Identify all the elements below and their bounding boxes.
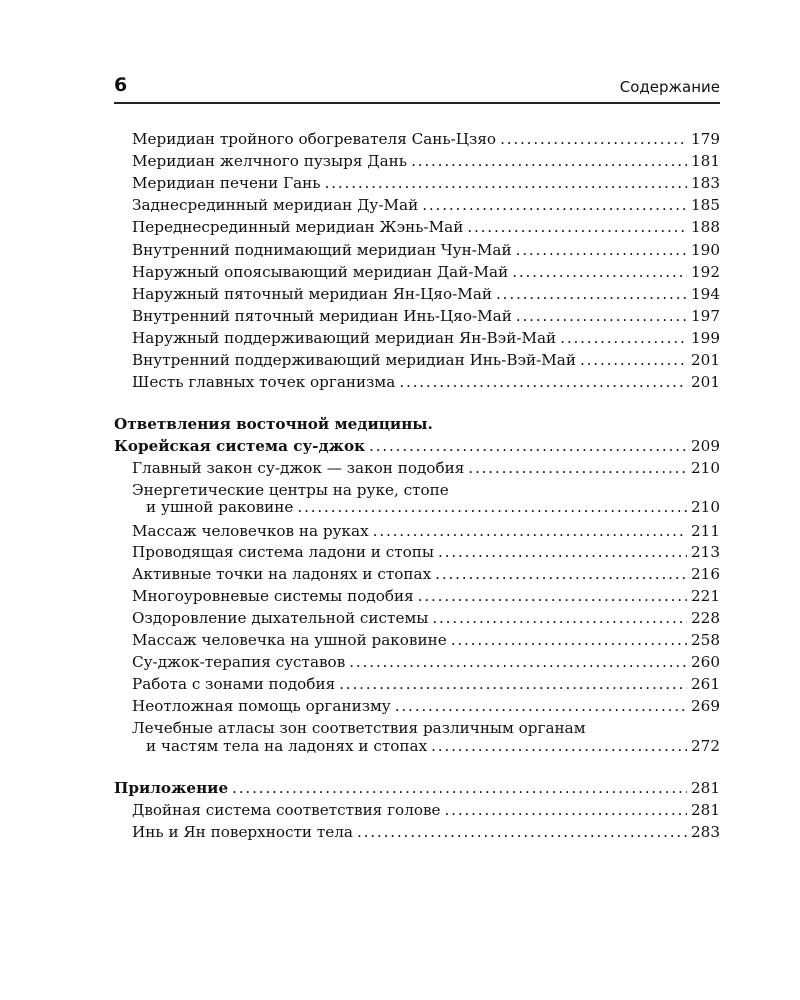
toc-entry-page: 179 [691,130,720,148]
leader-dots [297,498,687,516]
toc-entry-title: Лечебные атласы зон соответствия различным органам [132,719,586,737]
leader-dots [399,373,687,391]
toc-entry [114,801,720,823]
toc-entry-title: Внутренний поддерживающий меридиан Инь-Вэй-Май [132,351,576,369]
toc-entry-page: 192 [691,263,720,281]
toc-chapter-page: 209 [691,437,720,455]
toc-entry-title: Наружный пяточный меридиан Ян-Цяо-Май [132,285,493,303]
toc-entry-title: Шесть главных точек организма [132,373,396,391]
toc-entry-page: 281 [691,801,720,819]
toc-entry [114,697,720,719]
toc-entry [114,587,720,609]
section-heading-text: Ответвления восточной медицины. [114,415,433,433]
toc-entry-title: Меридиан желчного пузыря Дань [132,152,408,170]
toc-entry-title: Инь и Ян поверхности тела [132,823,353,841]
toc-entry-title: Меридиан печени Гань [132,174,321,192]
leader-dots [467,218,687,236]
toc-entry-page: 199 [691,329,720,347]
toc-entry-continuation [114,498,720,520]
toc-entry-title: Многоуровневые системы подобия [132,587,414,605]
toc-chapter-page: 281 [691,779,720,797]
toc-entry-page: 197 [691,307,720,325]
toc-entry-page: 228 [691,609,720,627]
toc-entry [114,285,720,307]
toc-entry-page: 185 [691,196,720,214]
toc-entry [114,263,720,285]
leader-dots [373,522,687,540]
toc-entry-page: 221 [691,587,720,605]
toc-entry-title: Работа с зонами подобия [132,675,336,693]
toc-entry-title: Наружный опоясывающий меридиан Дай-Май [132,263,509,281]
toc-entry [114,565,720,587]
toc-chapter [114,779,720,801]
toc-entry-page: 210 [691,459,720,477]
toc-entry-page: 211 [691,522,720,540]
leader-dots [516,241,687,259]
leader-dots [357,823,687,841]
toc-entry [114,675,720,697]
toc-entry-title: Проводящая система ладони и стопы [132,543,435,561]
toc-entry [114,329,720,351]
leader-dots [411,152,687,170]
leader-dots [435,565,687,583]
leader-dots [232,779,687,797]
toc-chapter-title: Корейская система су-джок [114,437,366,455]
toc-entry-title: Заднесрединный меридиан Ду-Май [132,196,419,214]
leader-dots [451,631,687,649]
leader-dots [325,174,687,192]
toc-entry [114,459,720,481]
leader-dots [422,196,687,214]
toc-entry [114,241,720,263]
leader-dots [512,263,687,281]
toc-entry [114,543,720,565]
toc-entry-page: 201 [691,373,720,391]
toc-entry-page: 260 [691,653,720,671]
leader-dots [395,697,687,715]
leader-dots [431,737,687,755]
toc-entry-page: 258 [691,631,720,649]
toc-entry-title: Энергетические центры на руке, стопе [132,481,449,499]
toc-entry-title: Внутренний пяточный меридиан Инь-Цяо-Май [132,307,512,325]
leader-dots [432,609,687,627]
toc-entry-title: Меридиан тройного обогревателя Сань-Цзяо [132,130,497,148]
leader-dots [438,543,687,561]
toc-entry-page: 216 [691,565,720,583]
toc-entry-title: Двойная система соответствия голове [132,801,441,819]
toc-entry [114,174,720,196]
toc-chapter [114,437,720,459]
toc-entry-title: Активные точки на ладонях и стопах [132,565,432,583]
leader-dots [500,130,687,148]
toc-entry-title: Су-джок-терапия суставов [132,653,346,671]
toc-entry [114,218,720,240]
leader-dots [516,307,687,325]
leader-dots [496,285,687,303]
leader-dots [349,653,687,671]
toc-entry [114,130,720,152]
toc-entry-page: 283 [691,823,720,841]
toc-entry-title: Массаж человечков на руках [132,522,369,540]
toc-entry-page: 181 [691,152,720,170]
leader-dots [339,675,687,693]
toc-entry-page: 201 [691,351,720,369]
toc-entry-title: Внутренний поднимающий меридиан Чун-Май [132,241,512,259]
toc-entry [114,307,720,329]
toc-entry-title: Переднесрединный меридиан Жэнь-Май [132,218,464,236]
toc-entry-page: 210 [691,498,720,516]
toc-entry [114,152,720,174]
toc-entry [114,609,720,631]
toc-entry [114,196,720,218]
section-heading [114,415,720,437]
toc-entry-title-cont: и частям тела на ладонях и стопах [146,737,428,755]
toc-entry [114,823,720,845]
toc-entry-page: 261 [691,675,720,693]
leader-dots [369,437,687,455]
toc-entry-page: 190 [691,241,720,259]
toc-entry-page: 269 [691,697,720,715]
leader-dots [468,459,687,477]
toc-entry-page: 272 [691,737,720,755]
toc-entry-page: 188 [691,218,720,236]
leader-dots [560,329,687,347]
toc-entry-title-cont: и ушной раковине [146,498,294,516]
toc-entry-page: 194 [691,285,720,303]
toc-entry-page: 183 [691,174,720,192]
running-title: Содержание [619,78,720,96]
page-number: 6 [114,74,128,96]
toc-entry-title: Оздоровление дыхательной системы [132,609,429,627]
page-header [114,72,720,104]
toc-entry-title: Массаж человечка на ушной раковине [132,631,447,649]
toc-entry [114,631,720,653]
toc-entry [114,373,720,395]
toc-entry-title: Главный закон су-джок — закон подобия [132,459,465,477]
toc-entry-page: 213 [691,543,720,561]
leader-dots [580,351,687,369]
leader-dots [445,801,687,819]
leader-dots [418,587,687,605]
toc-entry-title: Наружный поддерживающий меридиан Ян-Вэй-Май [132,329,557,347]
toc-entry-title: Неотложная помощь организму [132,697,391,715]
toc-entry [114,653,720,675]
toc-entry [114,522,720,544]
toc-entry-continuation [114,737,720,759]
toc-chapter-title: Приложение [114,779,229,797]
toc-entry [114,351,720,373]
